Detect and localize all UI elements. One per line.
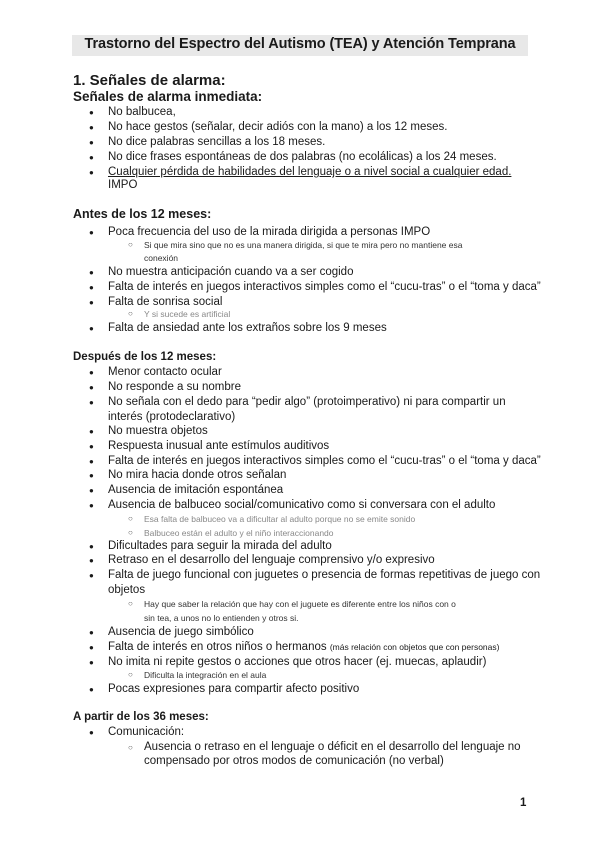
list-item: ● Ausencia de juego simbólico — [108, 625, 254, 640]
list-item: ● No dice palabras sencillas a los 18 meses. — [108, 135, 325, 150]
sub-list-item: ○ Si que mira sino que no es una manera dirigida, si que te mira pero no mantiene esa — [144, 238, 462, 252]
page-number: 1 — [520, 797, 527, 809]
page-title: Trastorno del Espectro del Autismo (TEA) y Atención Temprana — [84, 36, 516, 52]
list-item: ● No balbucea, — [108, 105, 176, 120]
list-item-note: (más relación con objetos que con personas) — [329, 642, 500, 652]
sub-list-item: ○ Balbuceo están el adulto y el niño interaccionando — [144, 526, 334, 540]
sub-list-item: ○ Esa falta de balbuceo va a dificultar al adulto porque no se emite sonido — [144, 512, 415, 526]
section-heading: Después de los 12 meses: — [73, 351, 217, 363]
list-item: ● No muestra anticipación cuando va a ser cogido — [108, 265, 353, 280]
list-item — [108, 640, 499, 655]
list-item: ● Cualquier pérdida de habilidades del lenguaje o a nivel social a cualquier edad. — [108, 165, 511, 180]
section-heading: 1. Señales de alarma: — [73, 72, 226, 89]
list-item: ● No dice frases espontáneas de dos palabras (no ecolálicas) a los 24 meses. — [108, 150, 497, 165]
subsection-heading: Señales de alarma inmediata: — [73, 89, 263, 104]
list-item: ● Respuesta inusual ante estímulos auditivos — [108, 439, 329, 454]
list-item: ● Poca frecuencia del uso de la mirada dirigida a personas IMPO — [108, 225, 430, 240]
sub-list-item: ○ Hay que saber la relación que hay con el juguete es diferente entre los niños con o — [144, 597, 456, 611]
list-item-continuation: interés (protodeclarativo) — [108, 411, 236, 423]
list-item: ● Comunicación: — [108, 725, 184, 740]
sub-list-item: ○ Ausencia o retraso en el lenguaje o déficit en el desarrollo del lenguaje no — [144, 740, 521, 755]
list-item: ● Ausencia de imitación espontánea — [108, 483, 283, 498]
list-item: ● Dificultades para seguir la mirada del adulto — [108, 539, 332, 554]
list-item: ● Falta de sonrisa social — [108, 295, 222, 310]
sub-list-item: ○ Y si sucede es artificial — [144, 307, 230, 321]
list-item: ● No señala con el dedo para “pedir algo” (protoimperativo) ni para compartir un — [108, 395, 506, 410]
sub-list-item-continuation: compensado por otros modos de comunicación (no verbal) — [144, 755, 444, 767]
list-item: ● Menor contacto ocular — [108, 365, 222, 380]
list-item: ● No muestra objetos — [108, 424, 208, 439]
sub-list-item: ○ Dificulta la integración en el aula — [144, 668, 266, 682]
list-item: ● Ausencia de balbuceo social/comunicativo como si conversara con el adulto — [108, 498, 495, 513]
list-item: ● Pocas expresiones para compartir afecto positivo — [108, 682, 359, 697]
list-item: ● No hace gestos (señalar, decir adiós con la mano) a los 12 meses. — [108, 120, 447, 135]
list-item: ● Falta de interés en juegos interactivos simples como el “cucu-tras” o el “toma y daca” — [108, 280, 541, 295]
list-item: ● Retraso en el desarrollo del lenguaje comprensivo y/o expresivo — [108, 553, 435, 568]
list-item: ● No imita ni repite gestos o acciones que otros hacer (ej. muecas, aplaudir) — [108, 655, 486, 670]
sub-list-item-continuation: conexión — [144, 253, 179, 263]
section-heading: Antes de los 12 meses: — [73, 207, 212, 221]
list-item: ● No mira hacia donde otros señalan — [108, 468, 286, 483]
list-item: ● No responde a su nombre — [108, 380, 241, 395]
list-item-text: Falta de interés en otros niños o hermanos — [108, 641, 327, 653]
impo-note: IMPO — [108, 179, 138, 191]
list-item: ● Falta de ansiedad ante los extraños sobre los 9 meses — [108, 321, 387, 336]
sub-list-item-continuation: sin tea, a unos no lo entienden y otros si. — [144, 613, 299, 623]
list-item-continuation: objetos — [108, 584, 146, 596]
section-heading: A partir de los 36 meses: — [73, 711, 209, 723]
list-item: ● Falta de interés en juegos interactivos simples como el “cucu-tras” o el “toma y daca” — [108, 454, 541, 469]
list-item: ● Falta de juego funcional con juguetes o presencia de formas repetitivas de juego con — [108, 568, 540, 583]
